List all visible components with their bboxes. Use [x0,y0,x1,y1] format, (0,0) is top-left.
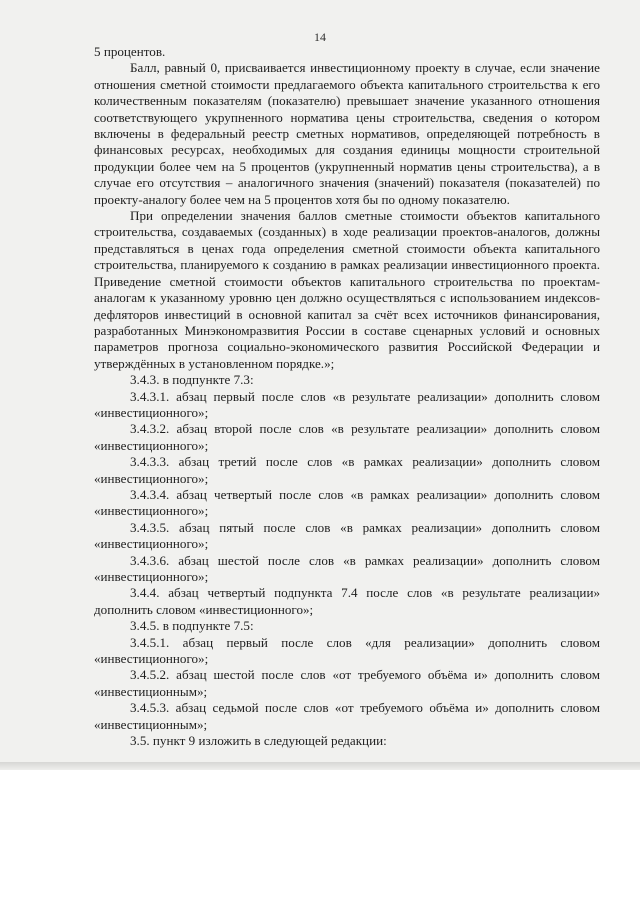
clause-3-4-5-2: 3.4.5.2. абзац шестой после слов «от требуемого объёма и» дополнить словом «инвестиционным»; [94,667,600,699]
page-number: 14 [314,30,326,44]
clause-3-4-3: 3.4.3. в подпункте 7.3: [130,372,254,388]
clause-3-4-3-5: 3.4.3.5. абзац пятый после слов «в рамках реализации» дополнить словом «инвестиционного»; [94,519,600,552]
clause-3-4-5: 3.4.5. в подпункте 7.5: [130,618,254,634]
paragraph-score-calculation: При определении значения баллов сметные стоимости объектов капитального строительства, создаваемых (созданных) в ходе реализации проектов-аналогов, должны представляться в ценах года определения сметной стоимости объекта капитального строительства, планируемого к созданию в рамках реализации инвестиционного проекта. Приведение сметной стоимости объектов капитального строительства по проектам-аналогам к указанному уровню цен должно осуществляться с использованием индексов-дефляторов инвестиций в основной капитал за счёт всех источников финансирования, разработанных Минэкономразвития России в составе сценарных условий и основных параметров прогноза социально-экономического развития Российской Федерации и утверждённых в установленном порядке.»; [94,208,600,371]
scan-bottom-edge [0,762,640,770]
clause-3-5: 3.5. пункт 9 изложить в следующей редакции: [130,733,387,749]
clause-3-4-3-6: 3.4.3.6. абзац шестой после слов «в рамках реализации» дополнить словом «инвестиционного»; [94,552,600,584]
clause-3-4-3-4: 3.4.3.4. абзац четвертый после слов «в рамках реализации» дополнить словом «инвестиционного»; [94,486,600,519]
clause-3-4-3-3: 3.4.3.3. абзац третий после слов «в рамках реализации» дополнить словом «инвестиционного»; [94,454,600,486]
clause-3-4-4: 3.4.4. абзац четвертый подпункта 7.4 после слов «в результате реализации» дополнить словом «инвестиционного»; [94,585,600,617]
clause-3-4-5-3: 3.4.5.3. абзац седьмой после слов «от требуемого объёма и» дополнить словом «инвестиционным»; [94,700,600,732]
clause-3-4-5-1: 3.4.5.1. абзац первый после слов «для реализации» дополнить словом «инвестиционного»; [94,634,600,667]
paragraph-continuation: 5 процентов. [94,44,166,59]
paragraph-zero-score: Балл, равный 0, присваивается инвестиционному проекту в случае, если значение отношения сметной стоимости предлагаемого объекта капитального строительства к его количественным показателям (показателю) превышает значение указанного отношения соответствующего укрупненного норматива цены строительства, сведения о котором включены в федеральный реестр сметных нормативов, определяющей потребность в финансовых ресурсах, необходимых для создания единицы мощности строительной продукции более чем на 5 процентов (укрупненный норматив цены строительства), а в случае его отсутствия – аналогичного значения (значений) показателя (показателей) по проекту-аналогу более чем на 5 процентов хотя бы по одному показателю. [94,60,600,207]
clause-3-4-3-1: 3.4.3.1. абзац первый после слов «в результате реализации» дополнить словом «инвестиционного»; [94,388,600,420]
document-body [94,44,600,749]
clause-3-4-3-2: 3.4.3.2. абзац второй после слов «в результате реализации» дополнить словом «инвестиционного»; [94,421,600,453]
